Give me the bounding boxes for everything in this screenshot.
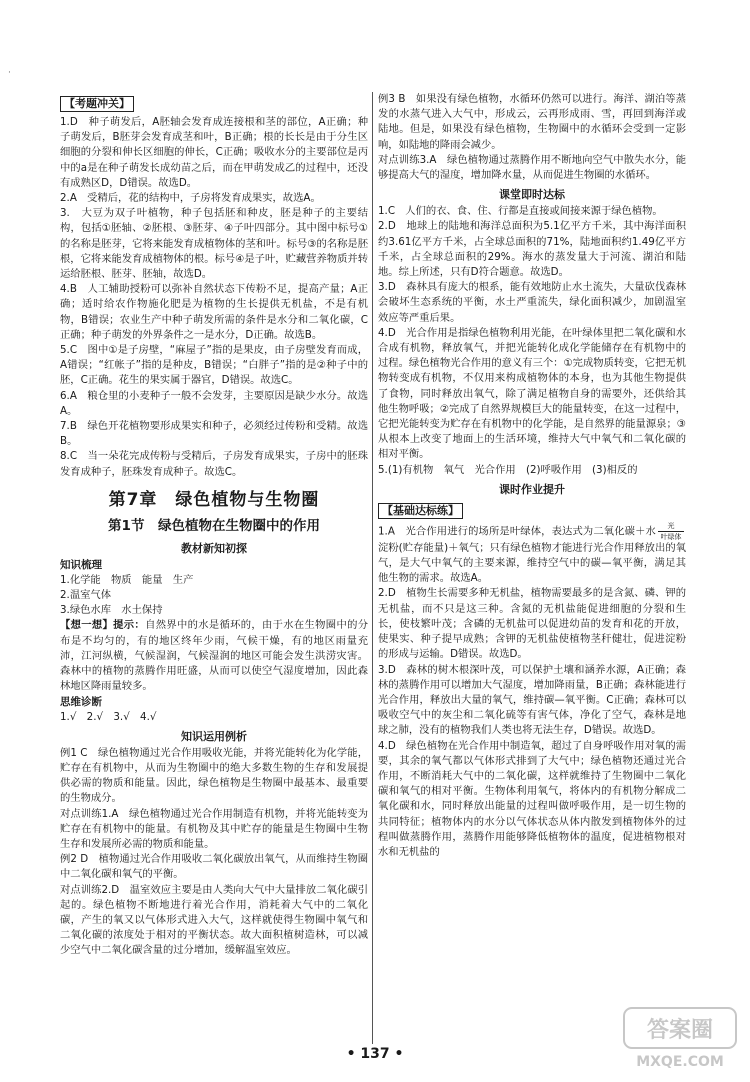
answer-item: 2.D 植物生长需要多种无机盐，植物需要最多的是含氮、磷、钾的无机盐，而不只是这三种。含氮的无机盐能促进细胞的分裂和生长，使枝繁叶茂；含磷的无机盐可以促进幼苗的发育和花的开放，使果实、种子提早成熟；含钾的无机盐使植物茎秆健壮，促进淀粉的形成与运输。D错误。故选D。 [378,587,686,661]
arrow-line [658,531,684,532]
answer-item: 6.A 粮仓里的小麦种子一般不会发芽，主要原因是缺少水分。故选A。 [60,389,368,417]
kaoti-tag: 【考题冲关】 [60,96,134,112]
scan-mark: · [8,68,11,78]
answer-item: 1.C 人们的衣、食、住、行都是直接或间接来源于绿色植物。 [378,205,663,218]
watermark-logo [622,1006,738,1074]
watermark-title: 答案圈 [646,1018,714,1043]
reaction-arrow [658,522,684,541]
right-column [378,92,686,860]
answer-item: 4.D 绿色植物在光合作用中制造氧，超过了自身呼吸作用对氧的需要，其余的氧气都以气体形式排到了大气中；绿色植物还通过光合作用，不断消耗大气中的二氧化碳，这样就维持了生物圈中二氧化碳和氧气的相对平衡。生物体利用氧气，将体内的有机物分解成二氧化碳和水，同时释放出能量的过程叫做呼吸作用，是一切生物的共同特征；植物体内的水分以气体状态从体内散发到植物体外的过程叫做蒸腾作用，蒸腾作用能够降低植物体的温度，促进植物根对水和无机盐的 [378,739,686,858]
example-item: 例2 D 植物通过光合作用吸收二氧化碳放出氧气，从而维持生物圈中二氧化碳和氧气的平衡。 [60,853,368,881]
answer-item: 7.B 绿色开花植物要形成果实和种子，必须经过传粉和受精。故选B。 [60,420,368,448]
answer-item: 3. 大豆为双子叶植物，种子包括胚和种皮，胚是种子的主要结构，包括①胚轴、②胚根、③胚芽、④子叶四部分。其中图中标号①的名称是胚芽，它将来能发育成植物体的茎和叶。标号③的名称是胚根，它将来能发育成植物体的根。标号④是子叶，贮藏营养物质并转运给胚根、胚芽、胚轴，故选D。 [60,207,368,281]
arrow-top-label: 光 [667,521,675,530]
formula-tail: 淀粉(贮存能量)＋氧气；只有绿色植物才能进行光合作用释放出的氧气，是大气中氧气的主要来源，维持空气中的碳—氧平衡，满足其他生物的需求。故选A。 [378,541,686,585]
answer-item: 3.D 森林具有庞大的根系，能有效地防止水土流失，大量砍伐森林会破坏生态系统的平衡，水土严重流失，绿化面积减少，加剧温室效应等严重后果。 [378,281,686,324]
answer-item: 2.A 受精后，花的结构中，子房将发育成果实，故选A。 [60,192,321,205]
subheading-jiaocai: 教材新知初探 [181,541,247,555]
formula-lead: 1.A 光合作用进行的场所是叶绿体，表达式为二氧化碳＋水 [378,525,656,538]
siwei-answers: 1.√ 2.√ 3.√ 4.√ [60,710,157,723]
answer-item: 1.D 种子萌发后，A胚轴会发育成连接根和茎的部位，A正确；种子萌发后，B胚芽会发育成茎和叶，B正确；根的长长是由于分生区细胞的分裂和伸长区细胞的伸长，C正确；吸收水分的主要部位是丙中的a是在种子萌发长成幼苗之后，而在甲萌发成乙的过程中，还没有成熟区D，D错误。故选D。 [60,116,368,189]
answer-item: 4.B 人工辅助授粉可以弥补自然状态下传粉不足，提高产量；A正确；适时给农作物施化肥是为植物的生长提供无机盐，不是有机物，B错误；农业生产中种子萌发所需的条件是水分和二氧化碳，C正确；种子萌发的外界条件之一是水分，D正确。故选B。 [60,283,368,341]
subheading-kehou: 课时作业提升 [499,482,565,496]
answer-item: 2.D 地球上的陆地和海洋总面积为5.1亿平方千米，其中海洋面积约3.61亿平方千米，占全球总面积的71%，陆地面积约1.49亿平方千米，占全球总面积的29%。海水的蒸发量大于河流、湖泊和陆地。综上所述，只有D符合题意。故选D。 [378,220,686,279]
chapter-title: 第7章 绿色植物与生物圈 [108,489,320,510]
section-title: 第1节 绿色植物在生物圈中的作用 [108,517,320,534]
knowledge-item: 3.绿色水库 水土保持 [60,604,163,617]
training-item: 对点训练1.A 绿色植物通过光合作用制造有机物，并将光能转变为贮存在有机物中的能量。有机物及其中贮存的能量是生物圈中生物生存和发展所必需的物质和能量。 [60,807,368,850]
column-divider [372,92,373,1044]
page-number: • 137 • [346,1046,404,1062]
arrow-bottom-label: 叶绿体 [660,532,682,541]
subheading-yunyong: 知识运用例析 [181,729,247,743]
subheading-zhishi: 知识梳理 [60,558,102,571]
answer-item: 4.D 光合作用是指绿色植物利用光能，在叶绿体里把二氧化碳和水合成有机物，释放氧气，并把光能转化成化学能储存在有机物中的过程。绿色植物光合作用的意义有三个：①完成物质转变，它把无机物转变成有机物，不仅用来构成植物体的本身，也为其他生物提供了食物，同时释放出氧气，除了满足植物自身的需要外，还供给其他生物呼吸；②完成了自然界规模巨大的能量转变，在这一过程中，它把光能转变为贮存在有机物中的化学能，是自然界的能量源泉；③从根本上改变了地面上的生活环境，维持大气中氧气和二氧化碳的相对平衡。 [378,326,686,461]
left-column [60,92,368,959]
subheading-ketang: 课堂即时达标 [499,188,565,202]
jichu-tag: 【基础达标练】 [378,503,463,519]
answer-item: 8.C 当一朵花完成传粉与受精后，子房发育成果实，子房中的胚珠发育成种子，胚珠发育成种子。故选C。 [60,450,368,478]
think-body: 自然界中的水是循环的，由于水在生物圈中的分布是不均匀的，有的地区终年少雨，气候干燥，有的地区雨量充沛，江河纵横，气候湿润，气候湿润的地区可能会发生洪涝灾害。森林中的植物的蒸腾作用旺盛，从而可以使空气湿度增加，因此森林地区降雨量较多。 [60,619,369,693]
think-label: 【想一想】提示： [60,619,146,632]
answer-item: 5.C 图中①是子房壁，“麻屋子”指的是果皮，由子房壁发育而成，A错误；“红帐子”指的是种皮，B错误；“白胖子”指的是②种子中的胚，C正确。花生的果实属于器官，D错误。故选C。 [60,344,368,387]
knowledge-item: 1.化学能 物质 能量 生产 [60,573,194,586]
knowledge-item: 2.温室气体 [60,589,112,602]
example-item: 例3 B 如果没有绿色植物，水循环仍然可以进行。海洋、湖泊等蒸发的水蒸气进入大气中，形成云，云再形成雨、雪，再回到海洋或陆地。但是，如果没有绿色植物，生物圈中的水循环会受到一定影响，如陆地的降雨会减少。 [378,93,686,151]
watermark-url: MXQE.COM [636,1054,724,1070]
think-note [60,618,368,694]
subheading-siwei: 思维诊断 [60,695,102,708]
answer-item-formula [378,522,686,587]
training-item: 对点训练2.D 温室效应主要是由人类向大气中大量排放二氧化碳引起的。绿色植物不断地进行着光合作用，消耗着大气中的二氧化碳，产生的氧又以气体形式进入大气，这样就使得生物圈中氧气和二氧化碳的浓度处于相对的平衡状态。故大面积植树造林，可以减少空气中二氧化碳含量的过分增加，缓解温室效应。 [60,883,368,957]
training-item: 对点训练3.A 绿色植物通过蒸腾作用不断地向空气中散失水分，能够提高大气的湿度，增加降水量，从而促进生物圈的水循环。 [378,153,686,182]
answer-item: 3.D 森林的树木根深叶茂，可以保护土壤和涵养水源，A正确；森林的蒸腾作用可以增加大气湿度，增加降雨量，B正确；森林能进行光合作用，释放出大量的氧气，维持碳—氧平衡。C正确；森林可以吸收空气中的灰尘和二氧化硫等有害气体，净化了空气，森林是地球之肺，没有的植物我们人类也将无法生存，D错误。故选D。 [378,663,686,737]
example-item: 例1 C 绿色植物通过光合作用吸收光能，并将光能转化为化学能，贮存在有机物中，从而为生物圈中的绝大多数生物的生存和发展提供必需的物质和能量。因此，绿色植物是生物圈中最基本、最重要的生物成分。 [60,746,368,805]
answer-item: 5.(1)有机物 氧气 光合作用 (2)呼吸作用 (3)相反的 [378,463,638,476]
